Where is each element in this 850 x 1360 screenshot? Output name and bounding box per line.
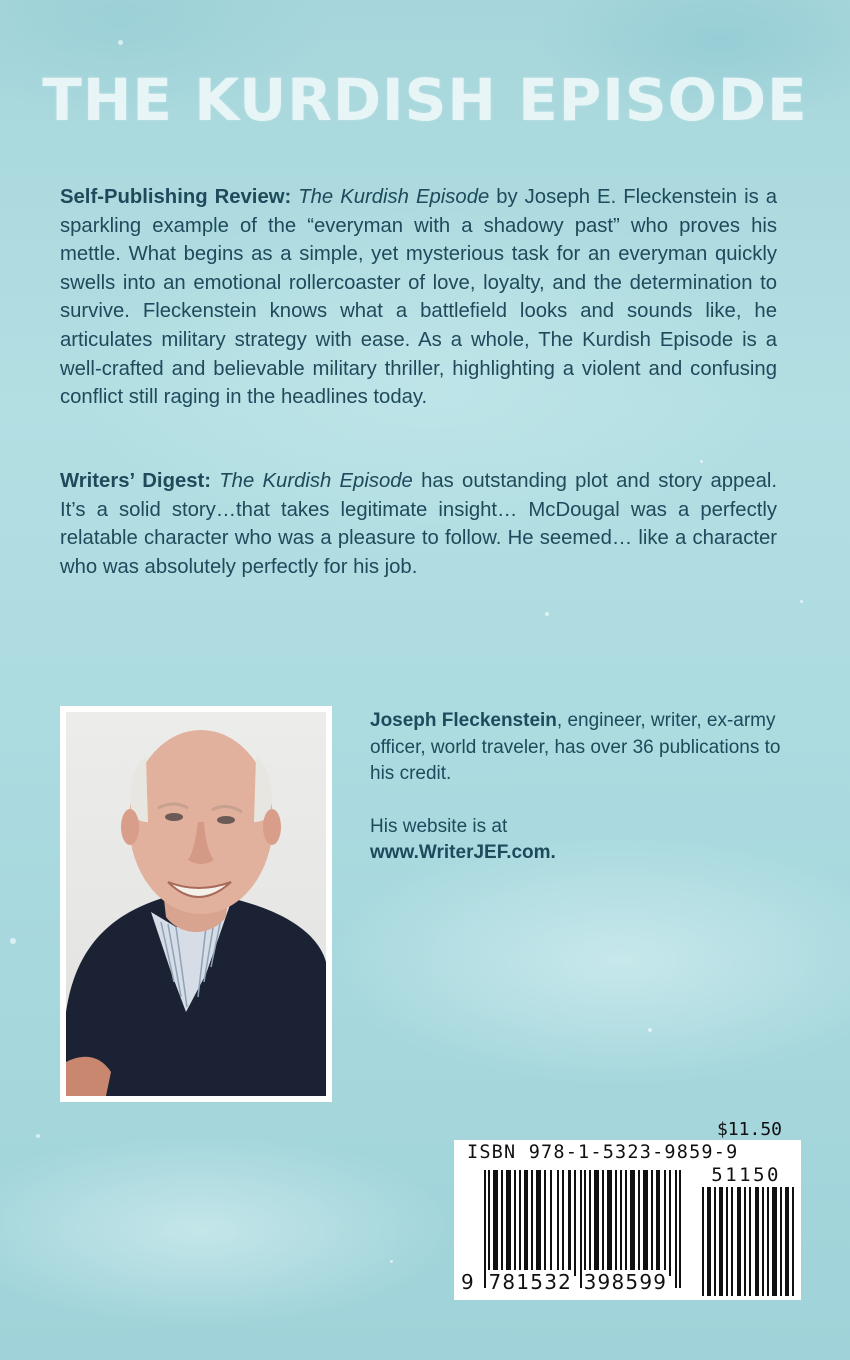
author-name: Joseph Fleckenstein bbox=[370, 710, 557, 731]
ean-digits bbox=[460, 1270, 668, 1294]
review-writers-digest bbox=[60, 467, 777, 581]
review-source: Self-Publishing Review: bbox=[60, 186, 292, 208]
author-photo-frame bbox=[60, 706, 332, 1102]
ean-prefix: 9 bbox=[461, 1270, 475, 1294]
book-title: THE KURDISH EPISODE bbox=[42, 66, 808, 134]
website-intro: His website is at bbox=[370, 815, 508, 837]
review-book-title: The Kurdish Episode bbox=[298, 186, 490, 208]
author-bio-text: , engineer, writer, ex-army officer, world traveler, has over 36 publications to his credit. bbox=[370, 710, 781, 784]
review-self-publishing bbox=[60, 183, 777, 412]
author-portrait-icon bbox=[66, 712, 326, 1096]
author-photo bbox=[66, 712, 326, 1096]
isbn-barcode bbox=[454, 1140, 801, 1300]
price-addon-code: 51150 bbox=[711, 1164, 781, 1186]
author-bio bbox=[370, 708, 810, 867]
ean-right-group: 398599 bbox=[583, 1270, 668, 1294]
review-source: Writers’ Digest: bbox=[60, 470, 212, 492]
addon-barcode-bars bbox=[702, 1187, 795, 1296]
review-book-title: The Kurdish Episode bbox=[219, 470, 413, 492]
isbn-number: ISBN 978-1-5323-9859-9 bbox=[467, 1142, 739, 1163]
ean-left-group: 781532 bbox=[488, 1270, 573, 1294]
author-website-link[interactable]: www.WriterJEF.com. bbox=[370, 842, 556, 863]
price-label: $11.50 bbox=[716, 1119, 782, 1140]
review-text: by Joseph E. Fleckenstein is a sparkling example of the “everyman with a shadowy past” who proves his mettle. What begins as a simple, yet mysterious task for an everyman quickly swells into an emotional rollercoaster of love, loyalty, and the determination to survive. Fleckenstein knows what a battlefield looks and sounds like, he articulates military strategy with ease. As a whole, The Kurdish Episode is a well-crafted and believable military thriller, highlighting a violent and confusing conflict still raging in the headlines today. bbox=[60, 186, 777, 409]
review-text: has outstanding plot and story appeal. It’s a solid story…that takes legitimate insight… McDougal was a perfectly relatable character who was a pleasure to follow. He seemed… like a character who was absolutely perfectly for his job. bbox=[60, 470, 777, 578]
